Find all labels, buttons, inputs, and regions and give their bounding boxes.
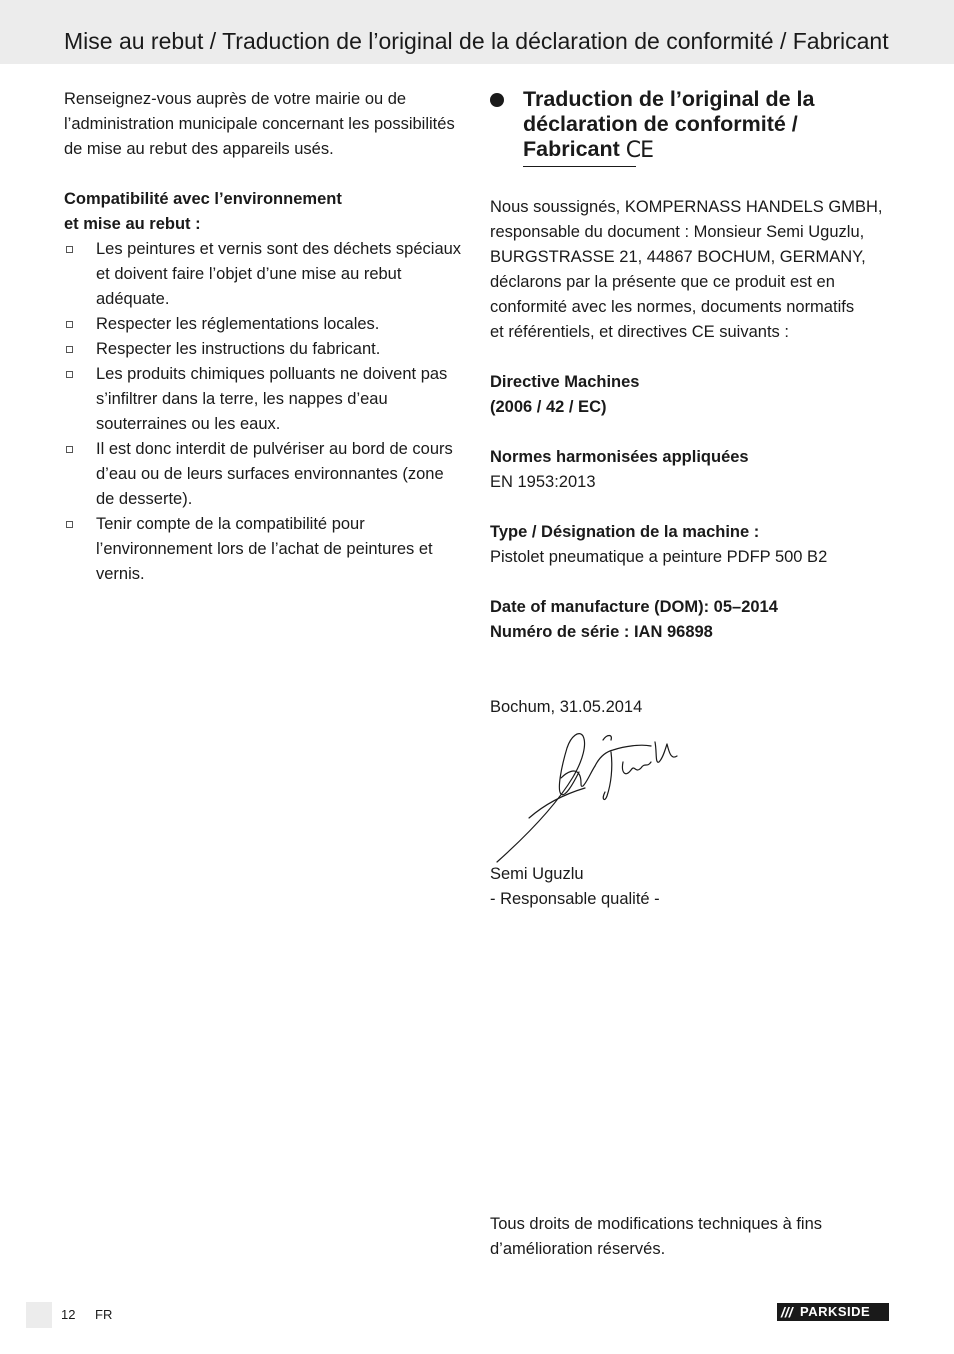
checkbox-square-icon (66, 321, 73, 328)
declaration-text: Nous soussignés, KOMPERNASS HANDELS GMBH, responsable du document : Monsieur Semi Uguzlu, BURGSTRASSE 21, 44867 BOCHUM, GERMANY, déclarons par la présente que ce produit est en conformité avec les normes, documents normatifs et référentiels, et directives CE suivants : (490, 198, 883, 341)
page-number: 12 (61, 1307, 76, 1322)
brand-slashes-icon: /// (781, 1304, 793, 1320)
checkbox-square-icon (66, 371, 73, 378)
signer-block (490, 862, 660, 912)
directive-block: Directive Machines (2006 / 42 / EC) (490, 373, 640, 416)
declaration-heading: Traduction de l’original de la déclaration de conformité / Fabricant CE (490, 87, 900, 167)
left-column (64, 87, 464, 587)
checkbox-square-icon (66, 346, 73, 353)
signer-role: - Responsable qualité - (490, 890, 660, 908)
list-item: Les peintures et vernis sont des déchets spéciaux et doivent faire l’objet d’une mise au rebut adéquate. (64, 237, 464, 312)
rights-reserved-note: Tous droits de modifications techniques à fins d’amélioration réservés. (490, 1215, 823, 1258)
place-date-block (490, 695, 900, 720)
heading-underline (523, 166, 636, 167)
right-column (490, 87, 900, 720)
page-title: Mise au rebut / Traduction de l’original de la déclaration de conformité / Fabricant (64, 28, 889, 54)
signer-name: Semi Uguzlu (490, 865, 584, 883)
environment-heading: Compatibilité avec l’environnement et mise au rebut : (64, 190, 342, 233)
footer-page-marker (26, 1302, 52, 1328)
list-item: Tenir compte de la compatibilité pour l’environnement lors de l’achat de peintures et vernis. (64, 512, 464, 587)
bullet-icon (490, 93, 504, 107)
manufacture-block: Date of manufacture (DOM): 05–2014 Numéro de série : IAN 96898 (490, 598, 778, 641)
brand-name: PARKSIDE (800, 1304, 871, 1319)
checkbox-square-icon (66, 521, 73, 528)
place-date: Bochum, 31.05.2014 (490, 698, 643, 716)
list-item: Respecter les réglementations locales. (64, 312, 464, 337)
ce-mark-icon: CE (625, 138, 654, 163)
list-item: Respecter les instructions du fabricant. (64, 337, 464, 362)
machine-type-block: Type / Désignation de la machine : Pistolet pneumatique a peinture PDFP 500 B2 (490, 523, 828, 566)
parkside-logo (777, 1303, 889, 1321)
disposal-intro: Renseignez-vous auprès de votre mairie ou de l’administration municipale concernant les possibilités de mise au rebut des appareils usés. (64, 90, 455, 158)
norms-block: Normes harmonisées appliquées EN 1953:2013 (490, 448, 749, 491)
signature-icon (495, 722, 695, 867)
list-item: Il est donc interdit de pulvériser au bord de cours d’eau ou de leurs surfaces environnantes (zone de desserte). (64, 437, 464, 512)
environment-list (64, 237, 464, 587)
list-item: Les produits chimiques polluants ne doivent pas s’infiltrer dans la terre, les nappes d’eau souterraines ou les eaux. (64, 362, 464, 437)
language-code: FR (95, 1307, 113, 1322)
checkbox-square-icon (66, 246, 73, 253)
checkbox-square-icon (66, 446, 73, 453)
